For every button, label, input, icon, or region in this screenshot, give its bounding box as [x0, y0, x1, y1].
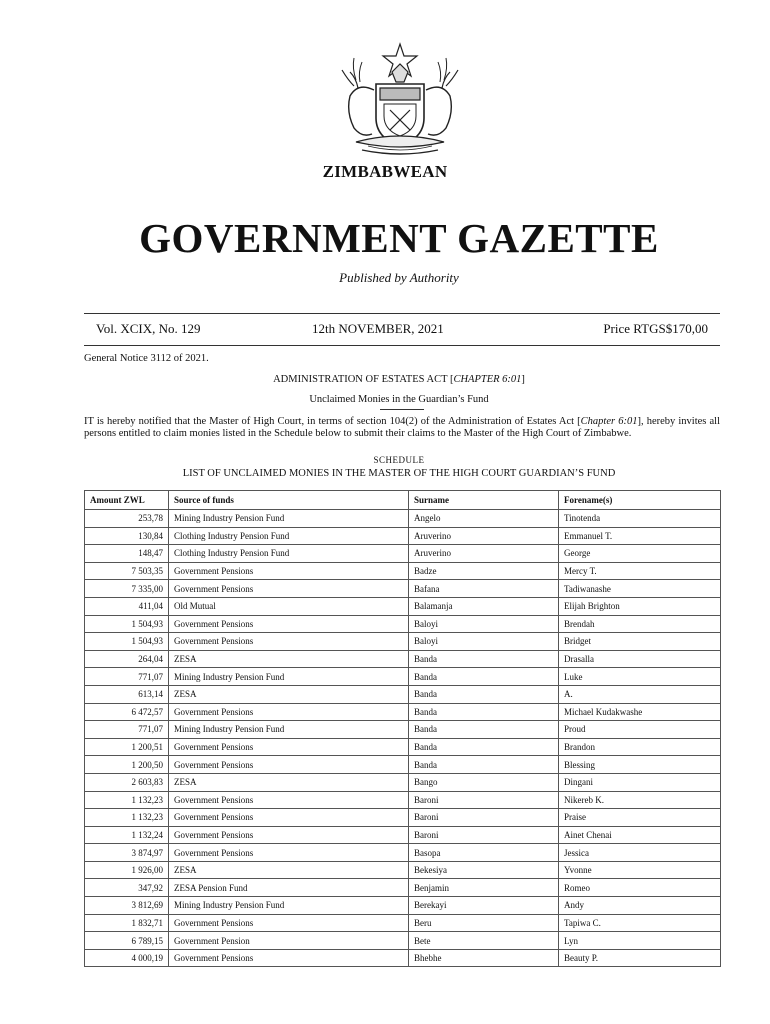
cell-amount: 3 874,97 — [85, 844, 169, 862]
notice-intro-paragraph — [84, 416, 720, 439]
table-row — [85, 703, 721, 721]
cell-forenames: Elijah Brighton — [559, 597, 721, 615]
cell-source: Mining Industry Pension Fund — [169, 897, 409, 915]
cell-source: ZESA — [169, 861, 409, 879]
cell-forenames: Michael Kudakwashe — [559, 703, 721, 721]
cell-source: Mining Industry Pension Fund — [169, 510, 409, 528]
intro-chapter: Chapter 6:01 — [580, 416, 638, 427]
cell-source: Mining Industry Pension Fund — [169, 721, 409, 739]
table-row — [85, 738, 721, 756]
issue-volume: Vol. XCIX, No. 129 — [96, 321, 201, 336]
cell-amount: 347,92 — [85, 879, 169, 897]
cell-surname: Berekayi — [409, 897, 559, 915]
cell-forenames: Tinotenda — [559, 510, 721, 528]
cell-source: Government Pensions — [169, 562, 409, 580]
table-row — [85, 861, 721, 879]
act-title-suffix: ] — [521, 374, 525, 385]
cell-surname: Baloyi — [409, 633, 559, 651]
cell-source: Government Pensions — [169, 914, 409, 932]
cell-forenames: Lyn — [559, 932, 721, 950]
cell-amount: 1 832,71 — [85, 914, 169, 932]
cell-amount: 6 789,15 — [85, 932, 169, 950]
cell-source: Government Pensions — [169, 791, 409, 809]
cell-source: ZESA — [169, 685, 409, 703]
cell-forenames: Proud — [559, 721, 721, 739]
cell-surname: Basopa — [409, 844, 559, 862]
cell-surname: Banda — [409, 685, 559, 703]
cell-surname: Bafana — [409, 580, 559, 598]
cell-amount: 1 200,51 — [85, 738, 169, 756]
cell-source: Government Pensions — [169, 580, 409, 598]
act-title-chapter: CHAPTER 6:01 — [453, 374, 522, 385]
cell-amount: 2 603,83 — [85, 773, 169, 791]
act-title-prefix: ADMINISTRATION OF ESTATES ACT [ — [273, 374, 454, 385]
cell-forenames: Yvonne — [559, 861, 721, 879]
header-source: Source of funds — [169, 491, 409, 510]
header-surname: Surname — [409, 491, 559, 510]
cell-surname: Angelo — [409, 510, 559, 528]
cell-amount: 1 504,93 — [85, 615, 169, 633]
cell-amount: 1 132,24 — [85, 826, 169, 844]
issue-price: Price RTGS$170,00 — [603, 321, 708, 336]
cell-amount: 411,04 — [85, 597, 169, 615]
cell-forenames: A. — [559, 685, 721, 703]
issue-info-bar — [96, 321, 708, 341]
cell-source: Government Pension — [169, 932, 409, 950]
list-title: LIST OF UNCLAIMED MONIES IN THE MASTER OF THE HIGH COURT GUARDIAN’S FUND — [182, 468, 616, 479]
cell-amount: 130,84 — [85, 527, 169, 545]
cell-surname: Banda — [409, 738, 559, 756]
cell-forenames: Brandon — [559, 738, 721, 756]
cell-surname: Baroni — [409, 791, 559, 809]
cell-amount: 264,04 — [85, 650, 169, 668]
cell-source: Clothing Industry Pension Fund — [169, 527, 409, 545]
cell-amount: 148,47 — [85, 545, 169, 563]
cell-surname: Banda — [409, 668, 559, 686]
intro-text-part1: IT is hereby notified that the Master of High Court, in terms of section 104(2) of the Administration of Estates Act [ — [84, 416, 581, 427]
cell-forenames: Tapiwa C. — [559, 914, 721, 932]
cell-source: ZESA — [169, 650, 409, 668]
cell-forenames: George — [559, 545, 721, 563]
bottom-divider — [84, 345, 720, 346]
cell-source: ZESA Pension Fund — [169, 879, 409, 897]
table-header-row — [85, 491, 721, 510]
cell-amount: 253,78 — [85, 510, 169, 528]
table-row — [85, 685, 721, 703]
cell-amount: 1 200,50 — [85, 756, 169, 774]
table-row — [85, 897, 721, 915]
cell-source: Government Pensions — [169, 633, 409, 651]
cell-forenames: Praise — [559, 809, 721, 827]
table-row — [85, 914, 721, 932]
cell-surname: Bhebhe — [409, 949, 559, 967]
cell-source: Government Pensions — [169, 615, 409, 633]
cell-forenames: Nikereb K. — [559, 791, 721, 809]
cell-source: Government Pensions — [169, 949, 409, 967]
cell-forenames: Mercy T. — [559, 562, 721, 580]
cell-amount: 1 926,00 — [85, 861, 169, 879]
table-row — [85, 756, 721, 774]
cell-forenames: Brendah — [559, 615, 721, 633]
table-row — [85, 650, 721, 668]
cell-forenames: Drasalla — [559, 650, 721, 668]
masthead-authority: Published by Authority — [339, 270, 459, 285]
cell-forenames: Emmanuel T. — [559, 527, 721, 545]
cell-forenames: Tadiwanashe — [559, 580, 721, 598]
cell-forenames: Luke — [559, 668, 721, 686]
cell-amount: 4 000,19 — [85, 949, 169, 967]
cell-amount: 3 812,69 — [85, 897, 169, 915]
cell-source: Government Pensions — [169, 703, 409, 721]
intro-text-part2: ], hereby invites all persons entitled to claim monies listed in the Schedule below to submit their claims to the Master of the High Court of Zimbabwe. — [84, 416, 721, 439]
cell-source: Government Pensions — [169, 738, 409, 756]
masthead-country: ZIMBABWEAN — [322, 162, 448, 181]
schedule-label: SCHEDULE — [373, 455, 425, 465]
unclaimed-monies-table — [84, 490, 721, 967]
table-row — [85, 791, 721, 809]
general-notice-number: General Notice 3112 of 2021. — [84, 353, 209, 364]
table-row — [85, 510, 721, 528]
table-row — [85, 545, 721, 563]
cell-source: Government Pensions — [169, 756, 409, 774]
cell-forenames: Jessica — [559, 844, 721, 862]
cell-source: Government Pensions — [169, 844, 409, 862]
table-row — [85, 932, 721, 950]
cell-surname: Benjamin — [409, 879, 559, 897]
cell-forenames: Ainet Chenai — [559, 826, 721, 844]
cell-surname: Bete — [409, 932, 559, 950]
top-divider — [84, 313, 720, 314]
masthead-title: GOVERNMENT GAZETTE — [139, 215, 659, 261]
cell-surname: Banda — [409, 756, 559, 774]
header-amount: Amount ZWL — [85, 491, 169, 510]
cell-forenames: Beauty P. — [559, 949, 721, 967]
cell-surname: Badze — [409, 562, 559, 580]
cell-amount: 613,14 — [85, 685, 169, 703]
notice-subtitle: Unclaimed Monies in the Guardian’s Fund — [309, 394, 489, 405]
cell-amount: 1 504,93 — [85, 633, 169, 651]
table-row — [85, 527, 721, 545]
cell-source: Old Mutual — [169, 597, 409, 615]
cell-surname: Bango — [409, 773, 559, 791]
cell-source: ZESA — [169, 773, 409, 791]
cell-surname: Aruverino — [409, 545, 559, 563]
issue-date: 12th NOVEMBER, 2021 — [312, 321, 444, 336]
cell-amount: 1 132,23 — [85, 809, 169, 827]
table-row — [85, 879, 721, 897]
table-row — [85, 773, 721, 791]
table-row — [85, 597, 721, 615]
table-body — [85, 510, 721, 967]
cell-surname: Balamanja — [409, 597, 559, 615]
cell-surname: Baroni — [409, 809, 559, 827]
cell-amount: 771,07 — [85, 721, 169, 739]
cell-surname: Bekesiya — [409, 861, 559, 879]
short-divider — [380, 409, 424, 410]
coat-of-arms-emblem — [332, 42, 468, 160]
table-row — [85, 949, 721, 967]
table-row — [85, 826, 721, 844]
table-row — [85, 721, 721, 739]
cell-surname: Baloyi — [409, 615, 559, 633]
cell-source: Clothing Industry Pension Fund — [169, 545, 409, 563]
table-row — [85, 633, 721, 651]
cell-amount: 771,07 — [85, 668, 169, 686]
table-row — [85, 844, 721, 862]
cell-amount: 7 503,35 — [85, 562, 169, 580]
cell-amount: 1 132,23 — [85, 791, 169, 809]
cell-surname: Beru — [409, 914, 559, 932]
cell-amount: 6 472,57 — [85, 703, 169, 721]
table-row — [85, 615, 721, 633]
cell-surname: Baroni — [409, 826, 559, 844]
cell-source: Government Pensions — [169, 826, 409, 844]
cell-forenames: Dingani — [559, 773, 721, 791]
header-forenames: Forename(s) — [559, 491, 721, 510]
cell-surname: Banda — [409, 703, 559, 721]
cell-forenames: Blessing — [559, 756, 721, 774]
table-row — [85, 668, 721, 686]
cell-source: Government Pensions — [169, 809, 409, 827]
cell-forenames: Romeo — [559, 879, 721, 897]
cell-surname: Banda — [409, 650, 559, 668]
cell-surname: Banda — [409, 721, 559, 739]
cell-source: Mining Industry Pension Fund — [169, 668, 409, 686]
cell-forenames: Andy — [559, 897, 721, 915]
cell-surname: Aruverino — [409, 527, 559, 545]
table-row — [85, 809, 721, 827]
act-title — [0, 374, 770, 385]
table-row — [85, 580, 721, 598]
cell-forenames: Bridget — [559, 633, 721, 651]
cell-amount: 7 335,00 — [85, 580, 169, 598]
table-row — [85, 562, 721, 580]
